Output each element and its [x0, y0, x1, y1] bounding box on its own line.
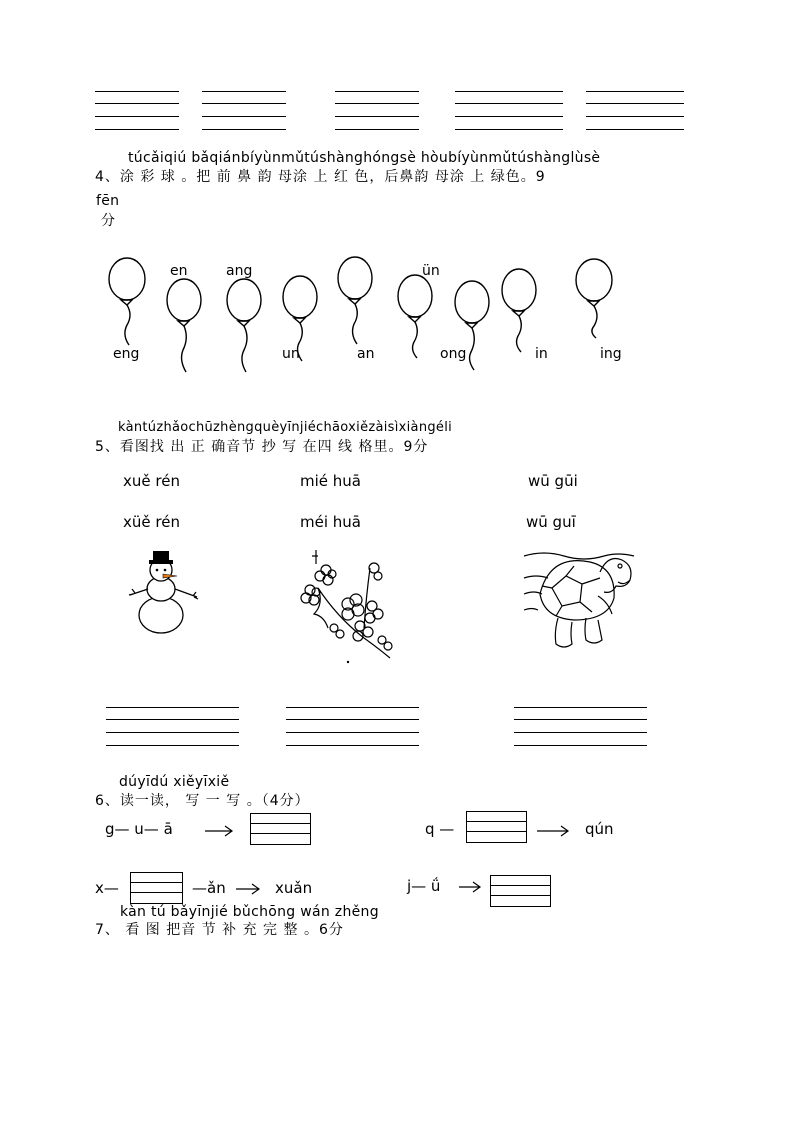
q4-text: 4、涂 彩 球 。把 前 鼻 韵 母涂 上 红 色，后鼻韵 母涂 上 绿色。9 — [95, 169, 546, 185]
balloon-1[interactable] — [109, 258, 145, 345]
balloon-label-en: en — [170, 263, 188, 279]
q6-answer-box-4[interactable] — [490, 875, 551, 907]
arrow-icon — [236, 882, 262, 896]
balloon-3[interactable] — [227, 279, 261, 372]
arrow-icon — [205, 824, 235, 838]
q6-text: 6、读一读， 写 一 写 。（4分） — [95, 793, 310, 809]
plum-blossom-image — [298, 548, 403, 666]
balloon-label-ing: ing — [600, 346, 622, 362]
balloon-8[interactable] — [502, 269, 536, 352]
snowman-image — [118, 548, 208, 636]
q5-option-3b[interactable]: wū guī — [526, 513, 576, 531]
q6-answer-box-1[interactable] — [250, 813, 311, 845]
q4-fen-pinyin: fēn — [96, 193, 120, 209]
q5-option-2b[interactable]: méi huā — [300, 513, 361, 531]
q5-writing-grid-2[interactable] — [286, 707, 419, 747]
balloon-2[interactable] — [167, 279, 201, 372]
balloon-label-an: an — [357, 346, 375, 362]
q6-row2-final: —ǎn — [192, 879, 226, 897]
q6-row1-right-text: q — — [425, 820, 455, 838]
q5-writing-grid-3[interactable] — [514, 707, 647, 747]
balloon-label-ong: ong — [440, 346, 467, 362]
balloon-label-eng: eng — [113, 346, 140, 362]
q7-pinyin: kàn tú bǎyīnjié bǔchōng wán zhěng — [120, 904, 379, 920]
writing-grid-top-2[interactable] — [202, 91, 286, 131]
q5-option-1a[interactable]: xuě rén — [123, 472, 180, 490]
writing-grid-top-4[interactable] — [455, 91, 563, 131]
writing-grid-top-1[interactable] — [95, 91, 179, 131]
q6-row2-left-text: x— — [95, 879, 119, 897]
q5-option-1b[interactable]: xüě rén — [123, 513, 180, 531]
q5-pinyin: kàntúzhǎochūzhèngquèyīnjiéchāoxiězàisìxiàngéli — [118, 420, 453, 435]
q5-option-2a[interactable]: mié huā — [300, 472, 361, 490]
q6-answer-box-2[interactable] — [466, 811, 527, 843]
turtle-image — [522, 548, 640, 658]
balloon-label-ang: ang — [226, 263, 253, 279]
q5-writing-grid-1[interactable] — [106, 707, 239, 747]
q5-option-3a[interactable]: wū gūi — [528, 472, 578, 490]
balloon-label-in: in — [535, 346, 548, 362]
q5-text: 5、看图找 出 正 确音节 抄 写 在四 线 格里。9分 — [95, 439, 429, 455]
q6-row1-result: qún — [585, 820, 614, 838]
q6-row2-right-text: j— ǘ — [407, 877, 441, 895]
q6-row2-result: xuǎn — [275, 879, 313, 897]
q6-row1-left-text: g— u— ā — [105, 820, 173, 838]
q4-pinyin: túcǎiqiú bǎqiánbíyùnmǔtúshànghóngsè hòubíyùnmǔtúshànglùsè — [128, 150, 601, 166]
balloon-6[interactable] — [398, 275, 432, 358]
arrow-icon — [459, 880, 483, 894]
q7-text: 7、 看 图 把音 节 补 充 完 整 。6分 — [95, 922, 344, 938]
arrow-icon — [537, 824, 571, 838]
writing-grid-top-3[interactable] — [335, 91, 419, 131]
balloon-label-un-umlaut: ün — [422, 263, 440, 279]
q6-pinyin: dúyīdú xiěyīxiě — [119, 774, 230, 790]
q6-answer-box-3[interactable] — [130, 872, 183, 904]
balloon-label-un: un — [282, 346, 300, 362]
q4-fen: 分 — [101, 213, 116, 229]
writing-grid-top-5[interactable] — [586, 91, 684, 131]
balloon-9[interactable] — [576, 259, 612, 338]
balloon-5[interactable] — [338, 257, 372, 344]
